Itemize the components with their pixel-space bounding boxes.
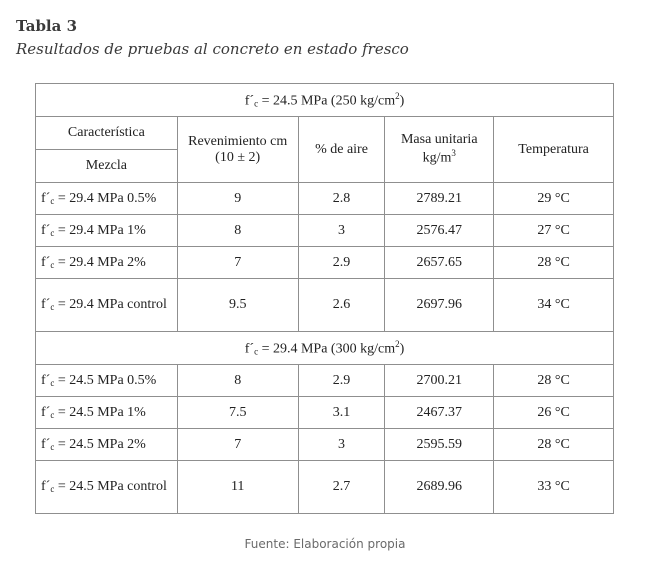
- table-row: [36, 215, 614, 247]
- revenimiento-cell: 7.5: [177, 397, 298, 429]
- header-revenimiento: Revenimiento cm (10 ± 2): [177, 117, 298, 183]
- table-source: Fuente: Elaboración propia: [244, 537, 406, 551]
- header-caracteristica: Característica: [36, 117, 178, 150]
- mix-cell: $f´_c = 29.4$ MPa 2%: [36, 247, 178, 279]
- revenimiento-cell: 9: [177, 183, 298, 215]
- revenimiento-cell: 7: [177, 429, 298, 461]
- mix-cell: $f´_c = 29.4$ MPa control: [36, 279, 178, 332]
- header-masa: Masa unitaria $kg/m^3$: [385, 117, 494, 183]
- revenimiento-cell: 11: [177, 461, 298, 514]
- mix-cell: $f´_c = 29.4$ MPa 1%: [36, 215, 178, 247]
- masa-cell: 2576.47: [385, 215, 494, 247]
- masa-cell: 2657.65: [385, 247, 494, 279]
- temperatura-cell: 28 °C: [494, 365, 614, 397]
- temperatura-cell: 29 °C: [494, 183, 614, 215]
- temperatura-cell: 28 °C: [494, 429, 614, 461]
- revenimiento-cell: 7: [177, 247, 298, 279]
- revenimiento-cell: 8: [177, 215, 298, 247]
- masa-cell: 2789.21: [385, 183, 494, 215]
- aire-cell: 3: [298, 429, 385, 461]
- section-header-1: $f´_c = 24.5$ MPa (250 $kg/cm^2$): [36, 84, 614, 117]
- header-temperatura: Temperatura: [494, 117, 614, 183]
- table-row: [36, 365, 614, 397]
- mix-cell: $f´_c = 29.4$ MPa 0.5%: [36, 183, 178, 215]
- aire-cell: 3.1: [298, 397, 385, 429]
- aire-cell: 2.9: [298, 247, 385, 279]
- header-aire: % de aire: [298, 117, 385, 183]
- temperatura-cell: 26 °C: [494, 397, 614, 429]
- revenimiento-cell: 8: [177, 365, 298, 397]
- table-row: [36, 429, 614, 461]
- aire-cell: 2.6: [298, 279, 385, 332]
- masa-cell: 2689.96: [385, 461, 494, 514]
- aire-cell: 3: [298, 215, 385, 247]
- temperatura-cell: 33 °C: [494, 461, 614, 514]
- table-title: Resultados de pruebas al concreto en estado fresco: [16, 40, 409, 58]
- table-row: [36, 279, 614, 332]
- header-mezcla: Mezcla: [36, 150, 178, 183]
- temperatura-cell: 27 °C: [494, 215, 614, 247]
- masa-cell: 2467.37: [385, 397, 494, 429]
- temperatura-cell: 34 °C: [494, 279, 614, 332]
- masa-cell: 2700.21: [385, 365, 494, 397]
- mix-cell: $f´_c = 24.5$ MPa 0.5%: [36, 365, 178, 397]
- results-table: [35, 83, 614, 514]
- table-row: [36, 397, 614, 429]
- table-row: [36, 247, 614, 279]
- table-row: [36, 183, 614, 215]
- mix-cell: $f´_c = 24.5$ MPa 2%: [36, 429, 178, 461]
- mix-cell: $f´_c = 24.5$ MPa 1%: [36, 397, 178, 429]
- revenimiento-cell: 9.5: [177, 279, 298, 332]
- masa-cell: 2595.59: [385, 429, 494, 461]
- masa-cell: 2697.96: [385, 279, 494, 332]
- aire-cell: 2.7: [298, 461, 385, 514]
- temperatura-cell: 28 °C: [494, 247, 614, 279]
- aire-cell: 2.8: [298, 183, 385, 215]
- aire-cell: 2.9: [298, 365, 385, 397]
- table-row: [36, 461, 614, 514]
- section-header-2: $f´_c = 29.4$ MPa (300 $kg/cm^2$): [36, 332, 614, 365]
- table-label: Tabla 3: [16, 17, 78, 35]
- mix-cell: $f´_c = 24.5$ MPa control: [36, 461, 178, 514]
